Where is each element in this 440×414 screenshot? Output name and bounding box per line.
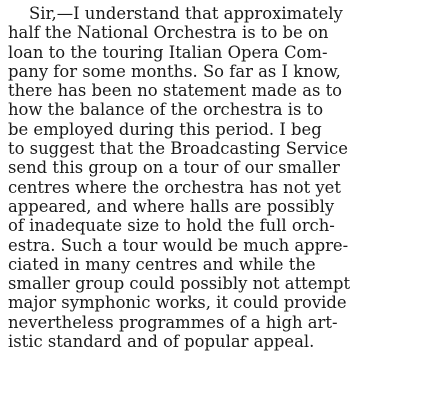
- letter-line: pany for some months. So far as I know,: [8, 61, 341, 81]
- letter-line: of inadequate size to hold the full orch-: [8, 216, 335, 236]
- letter-line: loan to the touring Italian Opera Com-: [8, 42, 328, 62]
- letter-line: ciated in many centres and while the: [8, 254, 316, 274]
- letter-line: estra. Such a tour would be much appre-: [8, 235, 349, 255]
- letter-line: appeared, and where halls are possibly: [8, 196, 335, 216]
- letter-line: nevertheless programmes of a high art-: [8, 312, 338, 332]
- letter-line: to suggest that the Broadcasting Service: [8, 139, 348, 159]
- letter-line: istic standard and of popular appeal.: [8, 332, 315, 352]
- letter-line: major symphonic works, it could provide: [8, 293, 347, 313]
- letter-line: there has been no statement made as to: [8, 81, 343, 101]
- letter-line: send this group on a tour of our smaller: [8, 158, 340, 178]
- letter-line: Sir,—I understand that approximately: [29, 4, 343, 23]
- letter-line: be employed during this period. I beg: [8, 119, 322, 139]
- letter-line: how the balance of the orchestra is to: [8, 100, 324, 120]
- letter-body: [8, 4, 434, 351]
- letter-line: half the National Orchestra is to be on: [8, 23, 329, 43]
- letter-line: centres where the orchestra has not yet: [8, 177, 341, 197]
- letter-line: smaller group could possibly not attempt: [8, 274, 351, 294]
